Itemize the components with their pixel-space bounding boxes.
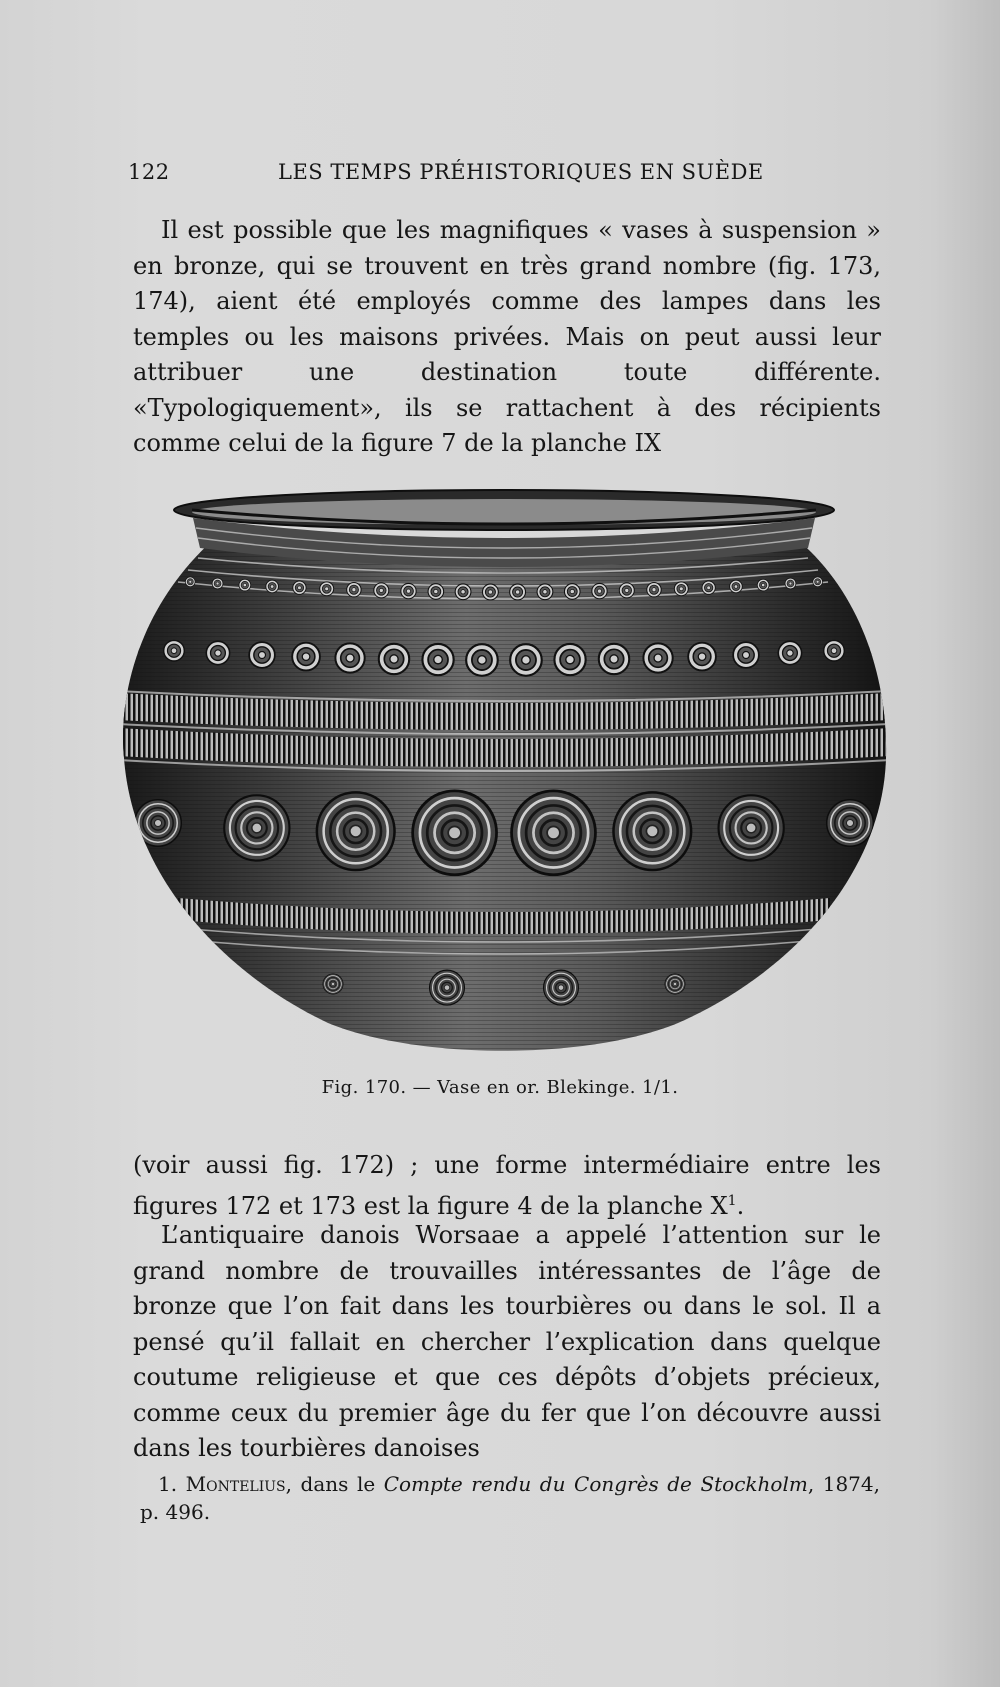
vase-dot (428, 584, 444, 600)
page-number: 122 (128, 160, 170, 184)
vase-ring (249, 642, 275, 668)
vase-spiral (719, 795, 784, 860)
vase-spiral (827, 800, 874, 847)
vase-dot (619, 583, 634, 598)
vase-bottom-spiral (323, 974, 343, 994)
vase-ring (292, 643, 320, 671)
vase-bottom-spiral (430, 970, 465, 1005)
vase-ring (554, 644, 585, 675)
running-head (128, 160, 868, 190)
vase-dot (730, 580, 743, 593)
vase-spiral (512, 791, 596, 875)
vase-dot (374, 583, 389, 598)
vase-dot (482, 584, 498, 600)
vase-ring (643, 643, 672, 672)
vase-dot (293, 581, 306, 594)
vase-ring (206, 641, 229, 664)
running-title: LES TEMPS PRÉHISTORIQUES EN SUÈDE (278, 160, 764, 184)
vase-dot (757, 579, 769, 591)
vase-dot (841, 576, 850, 585)
vase-dot (266, 580, 279, 593)
vase-ring (778, 641, 801, 664)
vase-ring (510, 644, 542, 676)
vase-ring (599, 644, 629, 674)
vase-dot (510, 584, 526, 600)
vase-dot (347, 582, 361, 596)
vase-dot (592, 583, 607, 598)
paragraph-2 (133, 1148, 881, 1224)
footnote-title: Compte rendu du Congrès de Stockholm (383, 1472, 808, 1496)
vase-dot (320, 582, 334, 596)
footnote-post-title: , 1874, p. 496. (140, 1472, 880, 1524)
vase-dot (813, 577, 823, 587)
footnote-marker: 1 (727, 1192, 737, 1209)
vase-dot (674, 582, 688, 596)
vase-ring (733, 642, 759, 668)
footnote-author: Montelius (185, 1472, 286, 1496)
vase-spiral (413, 791, 497, 875)
vase-ring (335, 643, 364, 672)
paragraph-3: L’antiquaire danois Worsaae a appelé l’attention sur le grand nombre de trouvailles intéressantes de l’âge de bronze que l’on fait dans les tourbières ou dans le sol. Il a pensé qu’il fallait en chercher l’explication dans quelque coutume religieuse et que ces dépôts d’objets précieux, comme ceux du premier âge du fer que l’on découvre aussi dans les tourbières danoises (133, 1221, 881, 1462)
vase-spiral (135, 800, 182, 847)
vase-dot (401, 583, 416, 598)
vase-dot (537, 584, 553, 600)
vase-ring (688, 643, 716, 671)
vase-dot (455, 584, 471, 600)
vase-dot (159, 576, 168, 585)
vase-dot (647, 582, 661, 596)
figure-caption: Fig. 170. — Vase en or. Blekinge. 1/1. (321, 1077, 679, 1098)
vase-ring (164, 640, 185, 661)
vase-ring (466, 644, 498, 676)
footnote (140, 1470, 880, 1526)
vase-spiral (613, 792, 691, 870)
vase-dot (185, 577, 195, 587)
vase-dot (564, 584, 580, 600)
paragraph-2-end: . (736, 1191, 745, 1220)
footnote-pre-title: , dans le (285, 1472, 384, 1496)
vase-dot (785, 578, 796, 589)
paragraph-1: Il est possible que les magnifiques « vases à suspension » en bronze, qui se trouvent en très grand nombre (fig. 173, 174), aient été employés comme des lampes dans les temples ou les maisons privées. Mais on peut aussi leur attribuer une destination toute différente. «Typologiquement», ils se rattachent à des récipients comme celui de la figure 7 de la planche IX (133, 216, 881, 457)
vase-dot (702, 581, 715, 594)
vase-bottom-spiral (665, 974, 685, 994)
vase-ring (379, 644, 409, 674)
vase-spiral (317, 792, 395, 870)
vase-spiral (224, 795, 289, 860)
footnote-number: 1. (158, 1472, 178, 1496)
vase-bottom-spiral (544, 970, 579, 1005)
vase-illustration (118, 488, 890, 1068)
vase-ring (869, 639, 886, 656)
vase-dot (239, 579, 251, 591)
paragraph-2-text: (voir aussi fig. 172) ; une forme intermédiaire entre les figures 172 et 173 est la figure 4 de la planche X (133, 1151, 881, 1220)
vase-ring (824, 640, 845, 661)
vase-dot (212, 578, 223, 589)
vase-ring (121, 639, 138, 656)
vase-ring (422, 644, 453, 675)
